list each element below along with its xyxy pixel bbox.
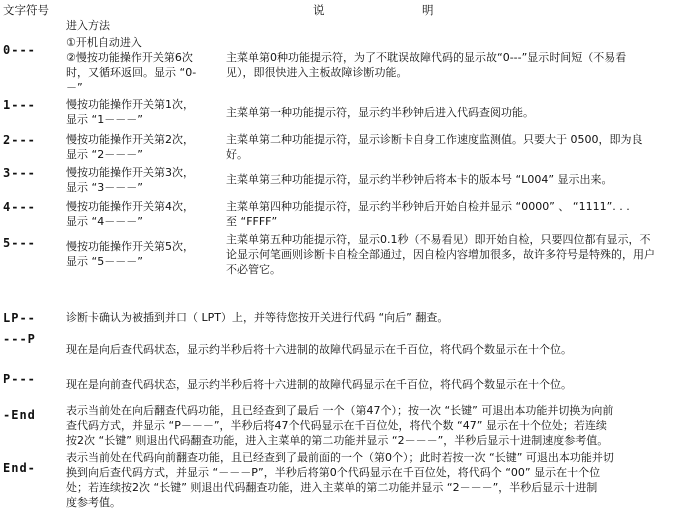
- note-line: 按2次 “长键” 则退出代码翻查功能，进入主菜单的第二功能并显示 “2－－－”，半秒后显示十进制速度参考值。: [66, 434, 609, 447]
- desc-line: 主菜单第五种功能提示符，显示0.1秒（不易看见）即开始自检，只要四位都有显示，不: [226, 233, 651, 246]
- method-line: －”: [66, 81, 83, 94]
- desc-line: 论显示何笔画则诊断卡自检全部通过，因自检内容增加很多，故许多符号是特殊的，用户: [226, 248, 655, 261]
- method-line: 时，又循环返回。显示 “0-: [66, 66, 197, 79]
- code-forward: P---: [3, 372, 36, 386]
- note-line: 现在是向前查代码状态，显示约半秒后将十六进制的故障代码显示在千百位，将代码个数显示在十个位。: [66, 378, 572, 391]
- note-line: 诊断卡确认为被插到并口（ LPT）上，并等待您按开关进行代码 “向后” 翻查。: [66, 311, 449, 324]
- method-line: 显示 “2－－－”: [66, 148, 143, 161]
- code-2: 2---: [3, 133, 36, 147]
- code-backward: ---P: [3, 332, 36, 346]
- code-3: 3---: [3, 166, 36, 180]
- code-4: 4---: [3, 200, 36, 214]
- note-line: 度参考值。: [66, 496, 121, 509]
- method-title: 进入方法: [66, 19, 110, 32]
- desc-line: 主菜单第四种功能提示符，显示约半秒钟后开始自检并显示 “0000” 、 “1111”. . .: [226, 200, 630, 213]
- desc-line: 主菜单第三种功能提示符，显示约半秒钟后将本卡的版本号 “L004” 显示出来。: [226, 173, 613, 186]
- method-line: 显示 “5－－－”: [66, 255, 143, 268]
- desc-line: 至 “FFFF”: [226, 215, 278, 228]
- method-line: 显示 “1－－－”: [66, 113, 143, 126]
- header-description-char-1: 说: [313, 3, 325, 17]
- method-line: 显示 “3－－－”: [66, 181, 143, 194]
- desc-line: 主菜单第二种功能提示符，显示诊断卡自身工作速度监测值。只要大于 0500，即为良: [226, 133, 643, 146]
- method-line: 慢按功能操作开关第1次，: [66, 98, 194, 111]
- desc-line: 好。: [226, 148, 248, 161]
- method-line: 慢按功能操作开关第5次，: [66, 240, 194, 253]
- method-line: ①开机自动进入: [66, 36, 142, 49]
- note-line: 查代码方式，并显示 “P－－－”，半秒后将47个代码显示在千百位处，将代个数 “47” 显示在十个位处；若连续: [66, 419, 607, 432]
- desc-line: 主菜单第0种功能提示符，为了不耽误故障代码的显示故“0---”显示时间短（不易看: [226, 51, 627, 64]
- code-end-forward: End-: [3, 461, 36, 475]
- note-line: 处；若连续按2次 “长键” 则退出代码翻查功能，进入主菜单的第二功能并显示 “2－－－”，半秒后显示十进制: [66, 481, 598, 494]
- header-description-char-2: 明: [422, 3, 434, 17]
- method-line: 慢按功能操作开关第3次，: [66, 166, 194, 179]
- desc-line: 见），即很快进入主板故障诊断功能。: [226, 66, 408, 79]
- code-1: 1---: [3, 98, 36, 112]
- desc-line: 主菜单第一种功能提示符，显示约半秒钟后进入代码查阅功能。: [226, 106, 534, 119]
- note-line: 换到向后查代码方式，并显示 “－－－P”，半秒后将第0个代码显示在千百位处，将代码个 “00” 显示在十个位: [66, 466, 601, 479]
- code-end-backward: -End: [3, 408, 36, 422]
- desc-line: 不必管它。: [226, 263, 281, 276]
- code-0: 0---: [3, 43, 36, 57]
- note-line: 表示当前处在向后翻查代码功能，且已经查到了最后 一个（第47个）；按一次 “长键” 可退出本功能并切换为向前: [66, 404, 614, 417]
- header-code-column: 文字符号: [3, 3, 49, 17]
- method-line: 慢按功能操作开关第2次，: [66, 133, 194, 146]
- note-line: 表示当前处在代码向前翻查功能，且已经查到了最前面的一个（第0个）；此时若按一次 “长键” 可退出本功能并切: [66, 451, 614, 464]
- method-line: 慢按功能操作开关第4次，: [66, 200, 194, 213]
- code-5: 5---: [3, 236, 36, 250]
- note-line: 现在是向后查代码状态，显示约半秒后将十六进制的故障代码显示在千百位，将代码个数显示在十个位。: [66, 343, 572, 356]
- method-line: 显示 “4－－－”: [66, 215, 143, 228]
- code-lp: LP--: [3, 311, 36, 325]
- method-line: ②慢按功能操作开关第6次: [66, 51, 193, 64]
